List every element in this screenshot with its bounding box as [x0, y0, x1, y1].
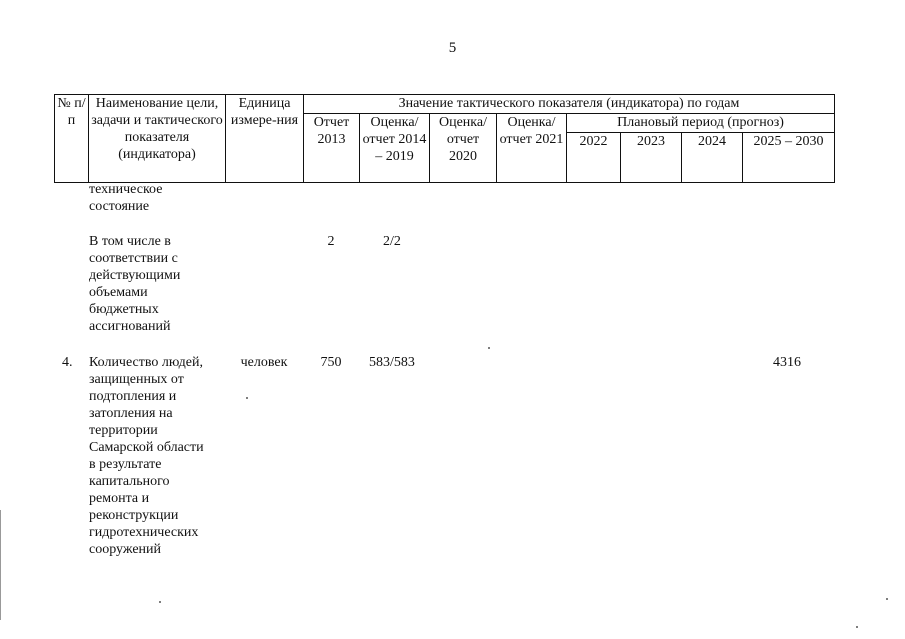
header-plan-year: 2025 – 2030 [743, 133, 835, 183]
header-col-2020: Оценка/ отчет 2020 [430, 114, 497, 183]
scan-speck [886, 598, 888, 600]
row4-2014-2019: 583/583 [369, 355, 415, 370]
page-number: 5 [448, 40, 457, 56]
header-name: Наименование цели, задачи и тактического показателя (индикатора) [89, 95, 226, 183]
scan-speck [246, 397, 248, 399]
row-sub-2014-2019: 2/2 [383, 234, 401, 249]
header-plan-year: 2023 [621, 133, 682, 183]
header-plan-year: 2022 [567, 133, 621, 183]
indicator-table-header [54, 94, 835, 183]
row4-num: 4. [62, 355, 73, 370]
scan-speck [488, 347, 490, 349]
scan-speck [856, 626, 858, 628]
scan-speck [159, 601, 161, 603]
header-col-2013: Отчет 2013 [304, 114, 360, 183]
header-col-2014-2019: Оценка/ отчет 2014 – 2019 [360, 114, 430, 183]
row-sub-2013: 2 [327, 234, 335, 249]
row4-2025-2030: 4316 [773, 355, 801, 370]
row-sub-name: В том числе в соответствии с действующими объемами бюджетных ассигнований [89, 234, 181, 334]
header-plan-year: 2024 [682, 133, 743, 183]
row4-2013: 750 [320, 355, 342, 370]
header-col-2021: Оценка/ отчет 2021 [497, 114, 567, 183]
row-continued-name: техническое состояние [89, 182, 163, 214]
header-group-title: Значение тактического показателя (индикатора) по годам [304, 95, 835, 114]
row4-name: Количество людей, защищенных от подтопления и затопления на территории Самарской области в результате капитального ремонта и реконструкции гидротехнических сооружений [89, 355, 204, 557]
header-plan-title: Плановый период (прогноз) [567, 114, 835, 133]
header-unit: Единица измере-ния [226, 95, 304, 183]
header-num: № п/п [55, 95, 89, 183]
scan-edge-line [0, 510, 1, 620]
row4-unit: человек [240, 355, 288, 370]
